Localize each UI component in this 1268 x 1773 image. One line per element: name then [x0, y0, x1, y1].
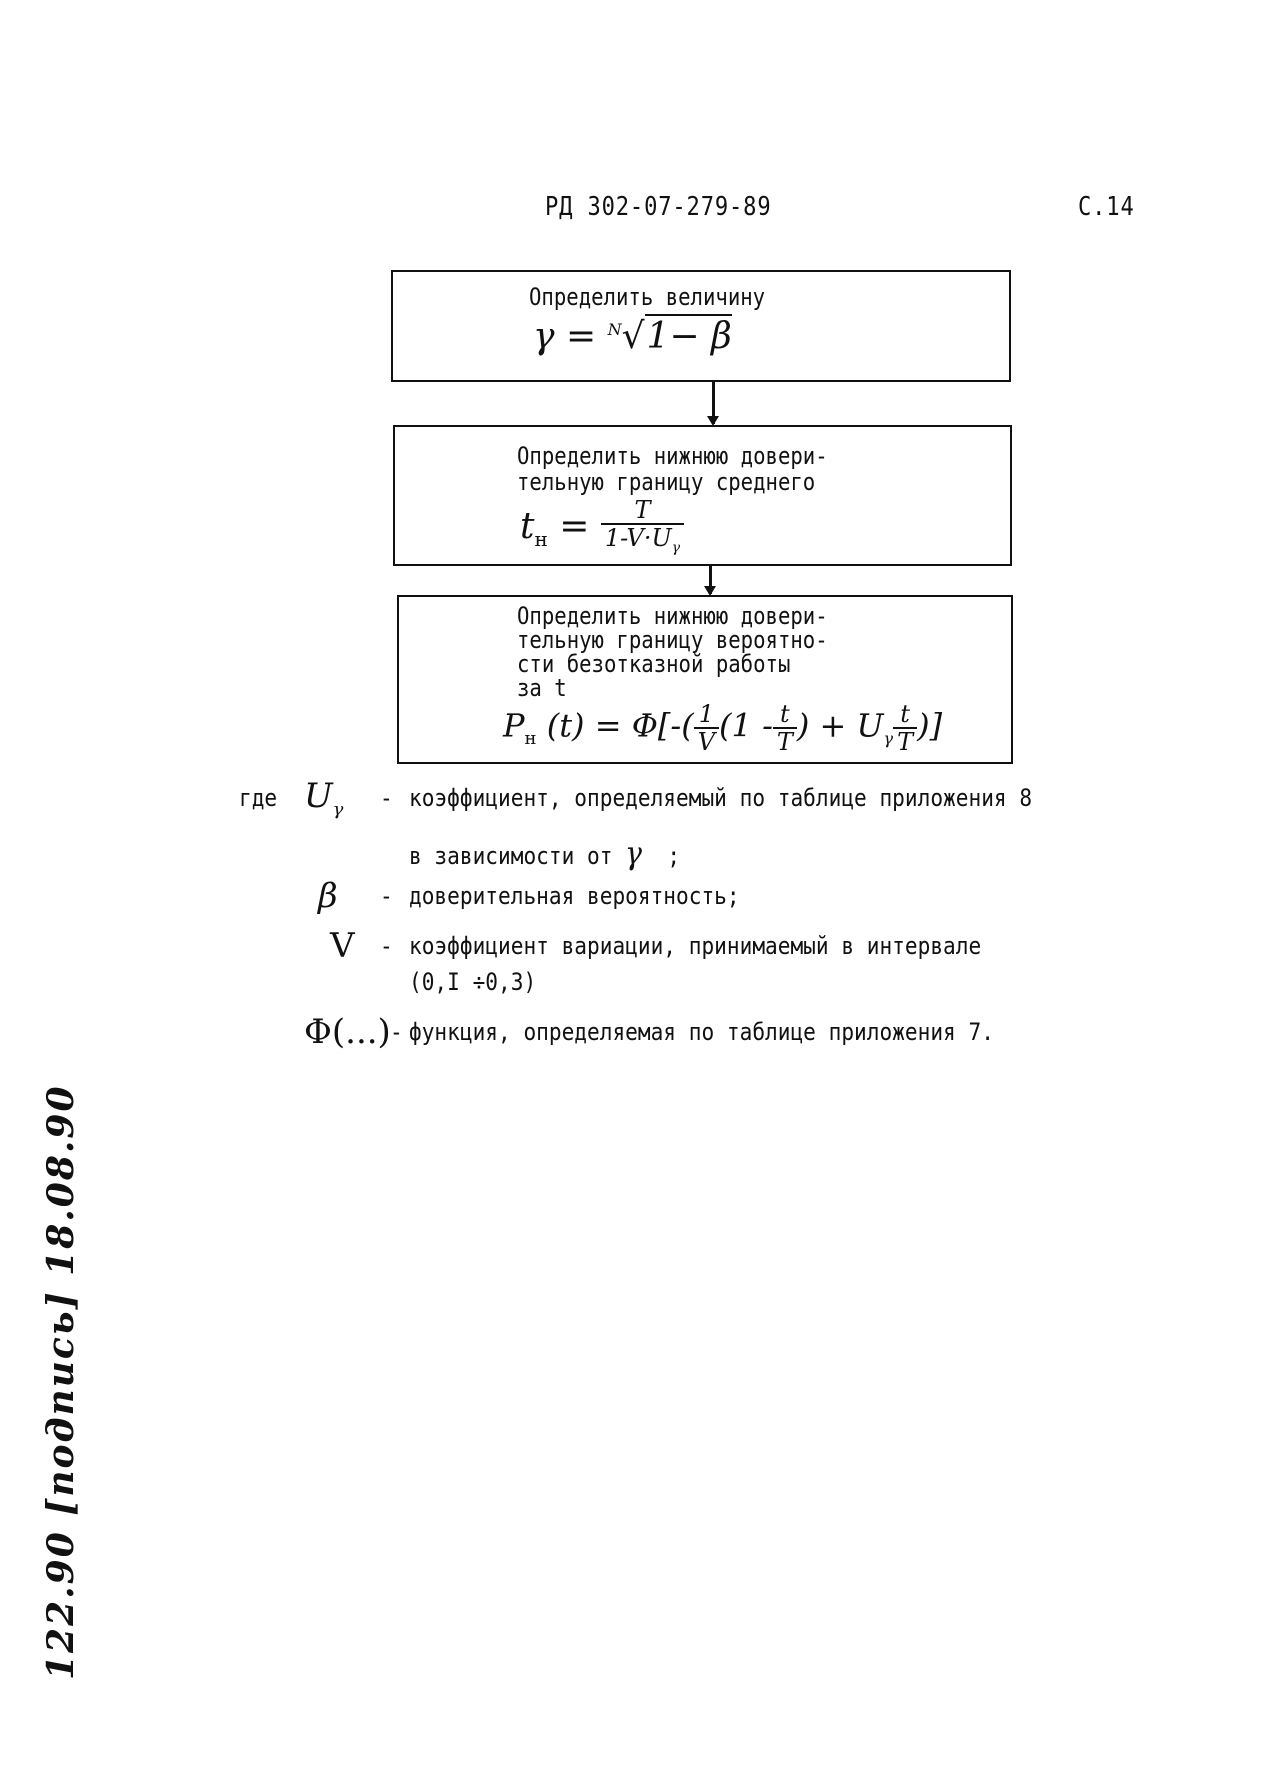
legend-dash: -: [380, 882, 393, 910]
formula-close: )]: [917, 706, 943, 745]
flow-box-mean-bound: [393, 425, 1012, 566]
frac3-num: t: [893, 701, 917, 729]
legend-where: где: [239, 784, 278, 812]
box3-line2: тельную границу вероятно-: [517, 626, 828, 654]
box2-formula: [520, 497, 684, 561]
box1-text: Определить величину: [529, 283, 766, 311]
arrow-down-icon: [709, 566, 712, 594]
box3-line4: за t: [517, 674, 567, 702]
document-code: РД 302-07-279-89: [545, 192, 772, 222]
box3-formula: [503, 701, 942, 755]
symbol-u: U: [304, 776, 333, 816]
legend-symbol-beta: β: [318, 876, 338, 916]
box2-line1: Определить нижнюю довери-: [517, 442, 828, 470]
flow-box-reliability-bound: [397, 595, 1013, 764]
legend-text-v: коэффициент вариации, принимаемый в интервале: [409, 932, 982, 960]
legend-dash: -: [380, 932, 393, 960]
formula-sub: н: [524, 727, 537, 749]
box3-line1: Определить нижнюю довери-: [517, 602, 828, 630]
text-dependence: в зависимости от: [409, 842, 613, 870]
box3-line3: сти безотказной работы: [517, 650, 791, 678]
root-index: N: [607, 320, 622, 339]
numerator: T: [601, 497, 684, 525]
box1-formula: γ = $^N$√1− β: [533, 316, 732, 357]
legend-dash: -: [390, 1018, 403, 1046]
symbol-gamma: γ: [625, 834, 642, 872]
formula-lhs: γ =: [533, 316, 597, 357]
den-sub: γ: [671, 539, 681, 556]
frac2-num: t: [773, 701, 797, 729]
legend-symbol-phi: Φ(...): [304, 1012, 391, 1052]
box2-line2: тельную границу среднего: [517, 468, 816, 496]
page-number: С.14: [1078, 192, 1135, 222]
frac3-den: T: [897, 728, 914, 756]
formula-sub: н: [534, 527, 548, 552]
formula-plus-sub: γ: [883, 728, 894, 748]
legend-text-beta: доверительная вероятность;: [409, 882, 740, 910]
flow-box-gamma: [391, 270, 1011, 382]
legend-symbol-v: V: [330, 926, 355, 966]
formula-eq: =: [559, 505, 590, 547]
legend-text-u: коэффициент, определяемый по таблице приложения 8: [409, 784, 1033, 812]
legend-dash: -: [380, 784, 393, 812]
legend-symbol-u: [304, 776, 343, 820]
radicand: 1− β: [646, 316, 732, 357]
formula-mid: (1 -: [719, 706, 773, 745]
symbol-u-sub: γ: [332, 798, 344, 820]
legend-text-v-range: (0,I ÷0,3): [409, 968, 537, 996]
denominator: 1-V·U: [604, 524, 672, 552]
frac2-den: T: [776, 728, 793, 756]
arrow-down-icon: [712, 382, 715, 424]
formula-arg: (t) = Φ[-(: [546, 706, 694, 745]
legend-text-u-2: [409, 834, 680, 872]
handwritten-signature-note: 122.90 [подпись] 18.08.90: [40, 1084, 82, 1680]
formula-plus: ) + U: [796, 706, 884, 745]
legend-text-phi: функция, определяемая по таблице приложения 7.: [409, 1018, 994, 1046]
frac1-num: 1: [694, 701, 719, 729]
semicolon: ;: [667, 842, 681, 870]
frac1-den: V: [697, 728, 716, 756]
formula-t: t: [520, 505, 535, 547]
formula-p: P: [503, 706, 525, 745]
